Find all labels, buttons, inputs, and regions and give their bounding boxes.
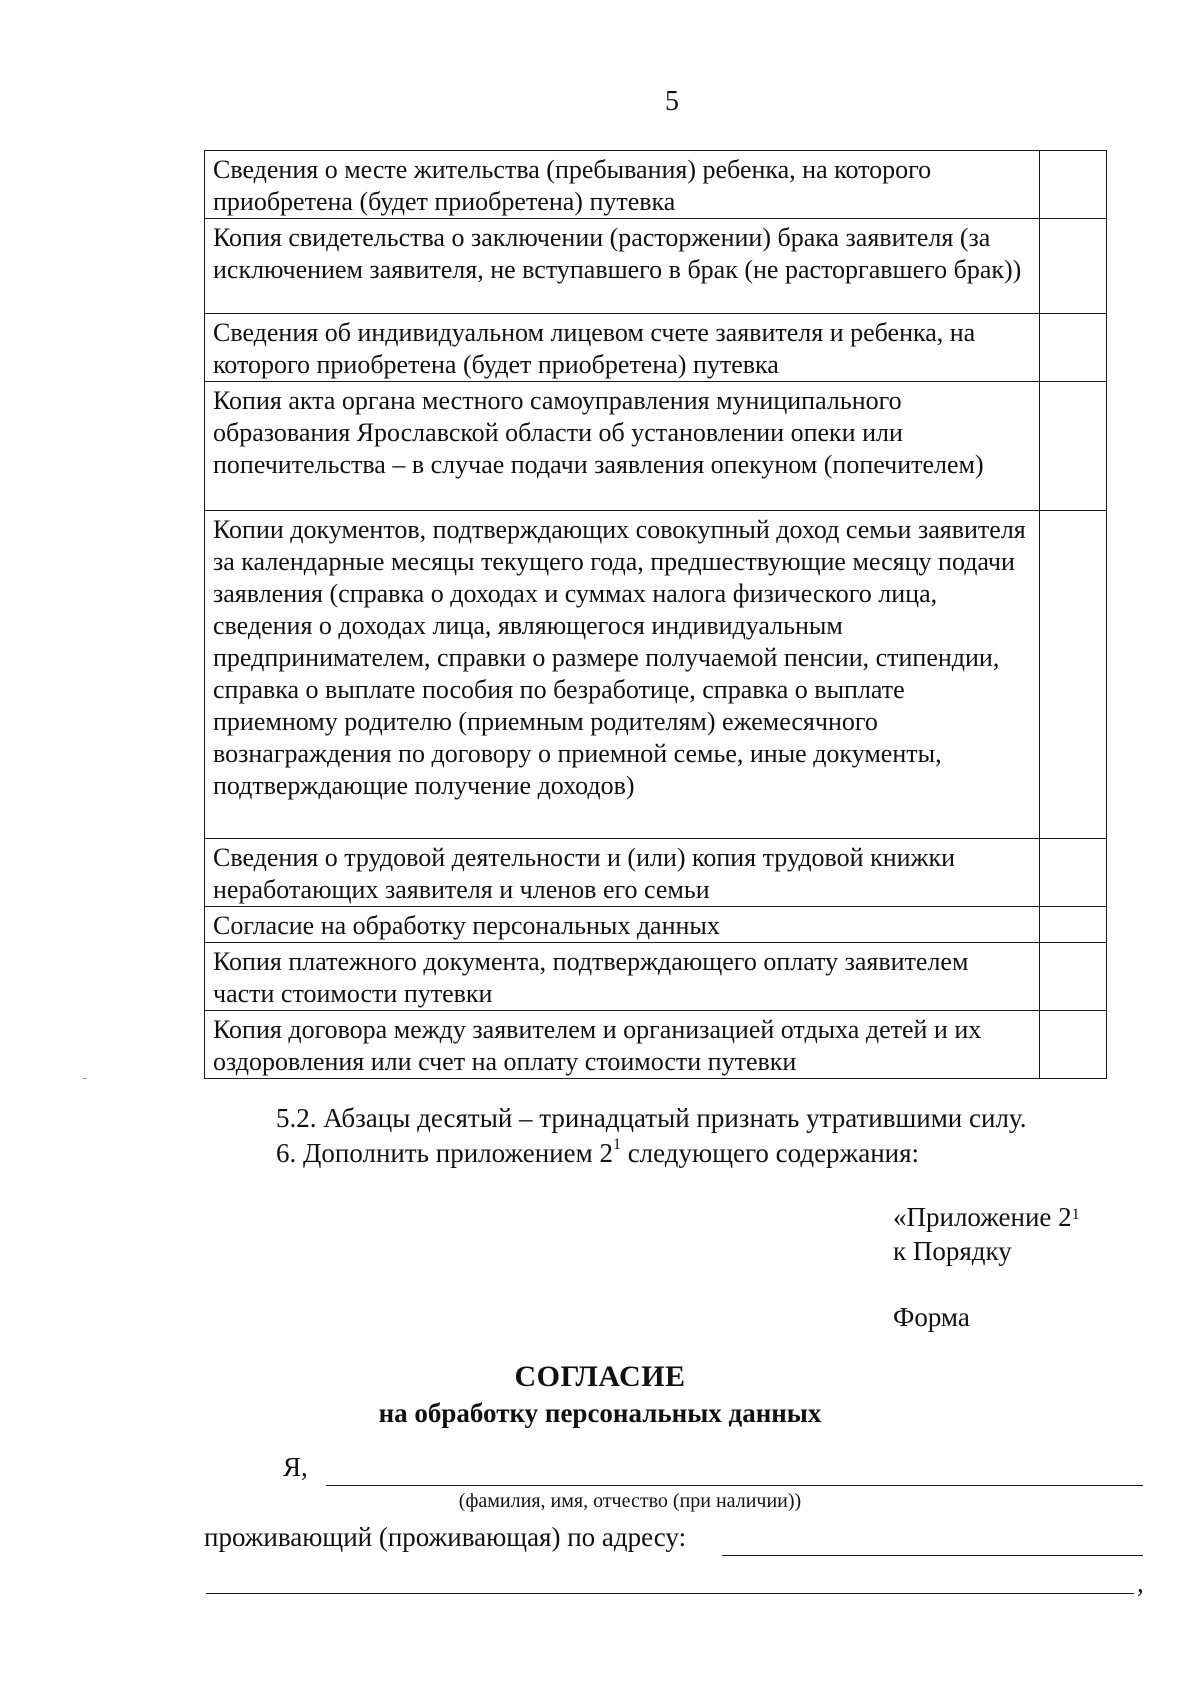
table-cell-description: Согласие на обработку персональных данных [205,907,1040,943]
table-row [205,382,1107,511]
table-cell-description: Копия акта органа местного самоуправления муниципального образования Ярославской области об установлении опеки или попечительства – в случае подачи заявления опекуном (попечителем) [205,382,1040,511]
field-i-label: Я, [283,1452,308,1482]
table-cell-empty [1040,907,1107,943]
table-cell-description: Сведения о трудовой деятельности и (или) копия трудовой книжки неработающих заявителя и членов его семьи [205,839,1040,907]
appendix-superscript: 1 [1071,1206,1080,1223]
table-row [205,314,1107,382]
table-row [205,151,1107,219]
address-fill-line [722,1555,1143,1556]
table-row [205,907,1107,943]
trailing-comma: , [1137,1568,1144,1598]
page-number: 5 [665,86,679,117]
address-fill-line-2 [206,1593,1134,1594]
appendix-title-text: «Приложение 2 [893,1202,1072,1232]
table-cell-description: Копия свидетельства о заключении (расторжении) брака заявителя (за исключением заявителя, не вступавшего в брак (не расторгавшего брак)) [205,219,1040,314]
table-cell-empty [1040,511,1107,839]
table-row [205,219,1107,314]
table-row [205,943,1107,1011]
address-label: проживающий (проживающая) по адресу: [204,1522,687,1552]
name-fill-line [326,1485,1143,1486]
table-cell-empty [1040,219,1107,314]
table-cell-empty [1040,1011,1107,1079]
table-cell-empty [1040,943,1107,1011]
table-cell-empty [1040,151,1107,219]
table-cell-empty [1040,314,1107,382]
table-cell-description: Копия договора между заявителем и организацией отдыха детей и их оздоровления или счет на оплату стоимости путевки [205,1011,1040,1079]
table-row [205,839,1107,907]
consent-title: СОГЛАСИЕ [514,1360,686,1393]
name-field-caption: (фамилия, имя, отчество (при наличии)) [458,1490,802,1512]
documents-table [204,150,1107,1079]
paragraph-6-superscript: 1 [612,1136,621,1153]
scan-margin-mark [83,1078,87,1079]
paragraph-6-text: 6. Дополнить приложением 2 [276,1138,613,1168]
paragraph-6-text-end: следующего содержания: [620,1138,920,1168]
table-row [205,1011,1107,1079]
form-label: Форма [893,1302,970,1332]
appendix-title [893,1200,1080,1234]
appendix-header [893,1200,1080,1268]
table-cell-empty [1040,839,1107,907]
table-row [205,511,1107,839]
paragraph-6 [276,1138,919,1169]
appendix-reference: к Порядку [893,1236,1012,1266]
table-cell-description: Копии документов, подтверждающих совокупный доход семьи заявителя за календарные месяцы текущего года, предшествующие месяцу подачи заявления (справка о доходах и суммах налога физического лица, сведения о доходах лица, являющегося индивидуальным предпринимателем, справки о размере получаемой пенсии, стипендии, справка о выплате пособия по безработице, справка о выплате приемному родителю (приемным родителям) ежемесячного вознаграждения по договору о приемной семье, иные документы, подтверждающие получение доходов) [205,511,1040,839]
consent-subtitle: на обработку персональных данных [378,1398,822,1428]
table-cell-description: Сведения об индивидуальном лицевом счете заявителя и ребенка, на которого приобретена (будет приобретена) путевка [205,314,1040,382]
table-cell-empty [1040,382,1107,511]
paragraph-5-2: 5.2. Абзацы десятый – тринадцатый признать утратившими силу. [276,1103,1027,1133]
table-cell-description: Копия платежного документа, подтверждающего оплату заявителем части стоимости путевки [205,943,1040,1011]
table-cell-description: Сведения о месте жительства (пребывания) ребенка, на которого приобретена (будет приобретена) путевка [205,151,1040,219]
